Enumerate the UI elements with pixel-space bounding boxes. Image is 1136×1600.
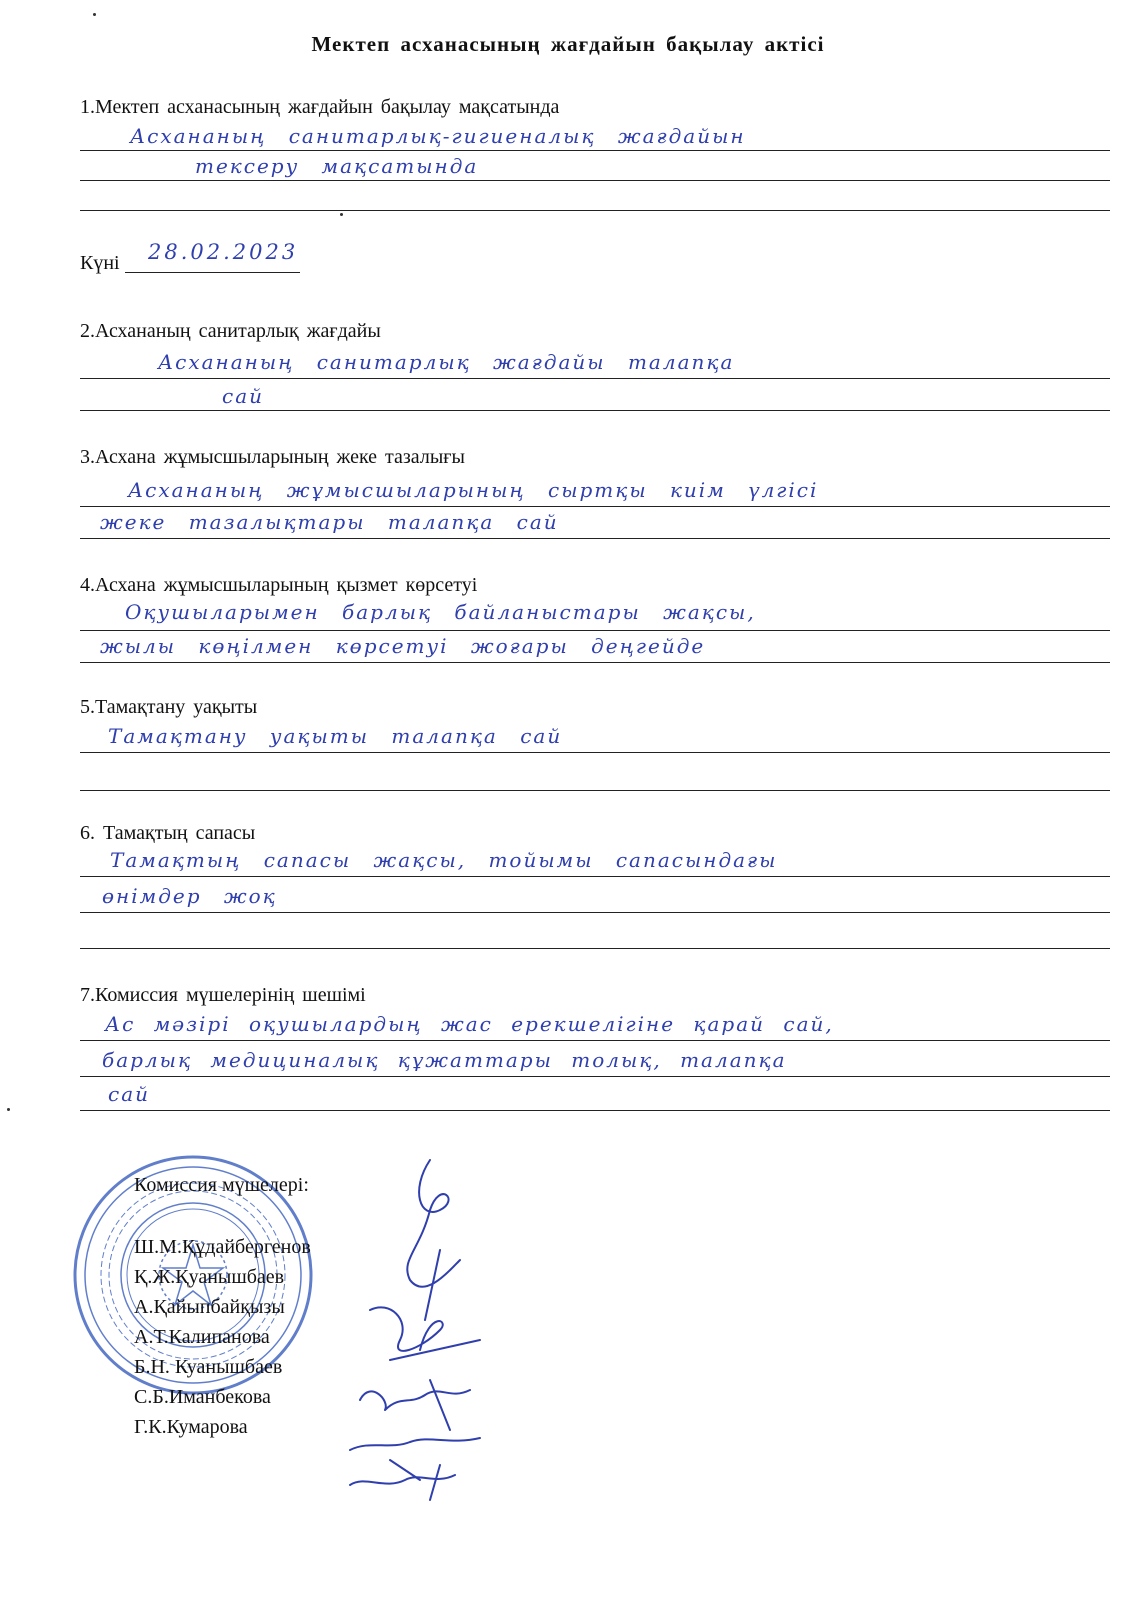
section-7-line-1 — [80, 1040, 1110, 1041]
section-4-line-2 — [80, 662, 1110, 663]
section-7-line-3 — [80, 1110, 1110, 1111]
scan-speck — [7, 1108, 10, 1111]
commission-member: Ш.М.Құдайбергенов — [134, 1236, 311, 1258]
section-3-line-2 — [80, 538, 1110, 539]
section-7-line-2 — [80, 1076, 1110, 1077]
section-1-answer-1: Асхананың санитарлық-гигиеналық жағдайын — [130, 124, 746, 148]
commission-member: А.Қайыпбайқызы — [134, 1296, 285, 1318]
section-2-line-1 — [80, 378, 1110, 379]
commission-member: Қ.Ж.Қуанышбаев — [134, 1266, 285, 1288]
section-6-line-2 — [80, 912, 1110, 913]
commission-member-list — [134, 1232, 311, 1442]
section-2-answer-1: Асхананың санитарлық жағдайы талапқа — [158, 350, 735, 374]
commission-member: С.Б.Иманбекова — [134, 1386, 271, 1408]
section-6-line-1 — [80, 876, 1110, 877]
commission-member: Б.Н. Куанышбаев — [134, 1356, 283, 1378]
section-5-answer-1: Тамақтану уақыты талапқа сай — [108, 724, 563, 748]
section-2-line-2 — [80, 410, 1110, 411]
section-1-label: 1.Мектеп асханасының жағдайын бақылау мақсатында — [80, 96, 560, 118]
commission-member: Г.К.Кумарова — [134, 1416, 248, 1438]
section-5-line-2 — [80, 790, 1110, 791]
section-7-label: 7.Комиссия мүшелерінің шешімі — [80, 984, 366, 1006]
commission-member: А.Т.Калипанова — [134, 1326, 270, 1348]
scan-speck — [93, 13, 96, 16]
section-3-label: 3.Асхана жұмысшыларының жеке тазалығы — [80, 446, 465, 468]
section-1-line-2 — [80, 180, 1110, 181]
date-label: Күні — [80, 252, 120, 274]
section-3-answer-2: жеке тазалықтары талапқа сай — [100, 510, 559, 534]
section-1-answer-2: тексеру мақсатында — [195, 154, 479, 178]
section-6-line-3 — [80, 948, 1110, 949]
section-2-label: 2.Асхананың санитарлық жағдайы — [80, 320, 381, 342]
section-6-label: 6. Тамақтың сапасы — [80, 822, 256, 844]
section-4-answer-2: жылы көңілмен көрсетуі жоғары деңгейде — [100, 634, 706, 658]
scan-speck — [340, 213, 343, 216]
section-7-answer-2: барлық медициналық құжаттары толық, талапқа — [102, 1048, 787, 1072]
section-5-label: 5.Тамақтану уақыты — [80, 696, 258, 718]
section-6-answer-2: өнімдер жоқ — [102, 884, 277, 908]
signatures — [330, 1150, 510, 1510]
section-4-label: 4.Асхана жұмысшыларының қызмет көрсетуі — [80, 574, 478, 596]
section-2-answer-2: сай — [222, 384, 265, 408]
section-1-line-1 — [80, 150, 1110, 151]
section-1-line-3 — [80, 210, 1110, 211]
date-line — [125, 272, 300, 273]
section-4-answer-1: Оқушыларымен барлық байланыстары жақсы, — [125, 600, 756, 624]
section-7-answer-3: сай — [108, 1082, 151, 1106]
section-3-answer-1: Асхананың жұмысшыларының сыртқы киім үлгісі — [128, 478, 819, 502]
commission-heading: Комиссия мүшелері: — [134, 1174, 309, 1196]
section-7-answer-1: Ас мәзірі оқушылардың жас ерекшелігіне қарай сай, — [105, 1012, 834, 1036]
section-3-line-1 — [80, 506, 1110, 507]
section-5-line-1 — [80, 752, 1110, 753]
date-value: 28.02.2023 — [148, 240, 299, 264]
document-title: Мектеп асханасының жағдайын бақылау актісі — [311, 32, 825, 56]
section-6-answer-1: Тамақтың сапасы жақсы, тойымы сапасындағы — [110, 848, 778, 872]
section-4-line-1 — [80, 630, 1110, 631]
